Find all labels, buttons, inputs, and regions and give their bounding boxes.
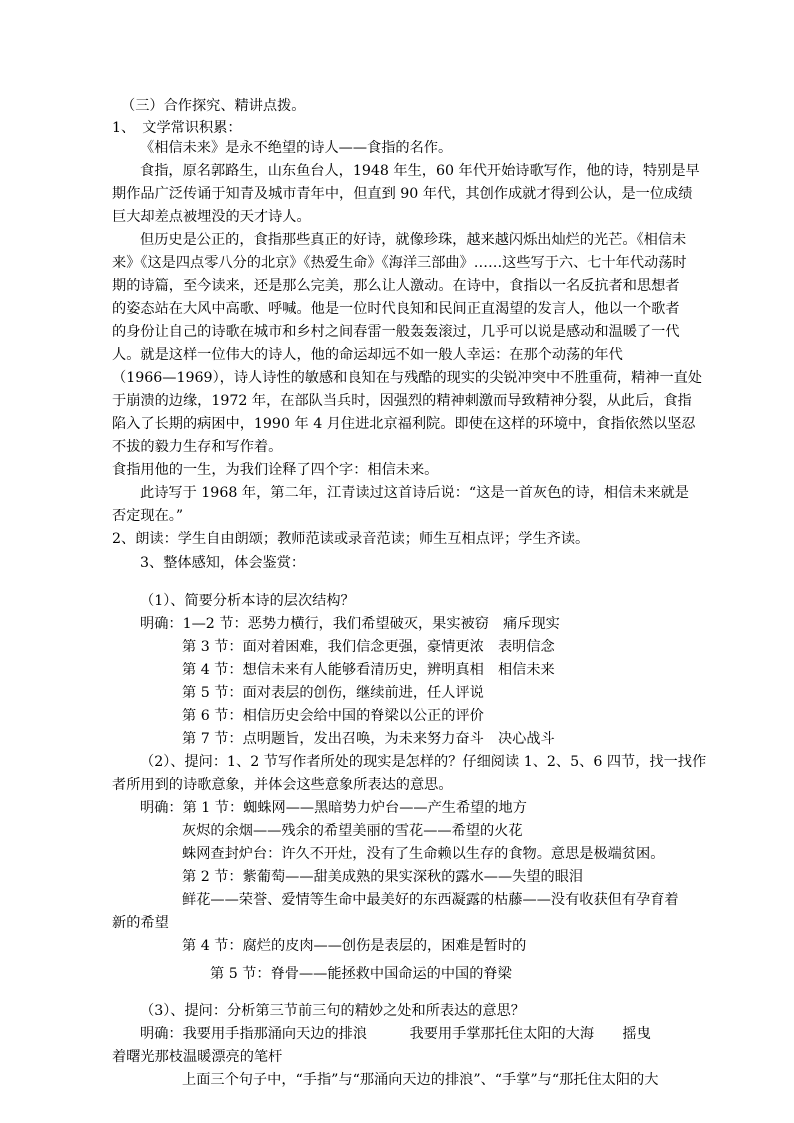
paragraph-line: 上面三个句子中，“手指”与“那涌向天边的排浪”、“手掌”与“那托住太阳的大 xyxy=(182,1072,659,1088)
question-2-cont: 者所用到的诗歌意象，并体会这些意象所表达的意思。 xyxy=(112,777,453,793)
answer-line: 新的希望 xyxy=(112,915,169,931)
paragraph-line: 否定现在。” xyxy=(112,508,184,524)
answer-line: 明确：第 1 节：蜘蛛网——黑暗势力炉台——产生希望的地方 xyxy=(140,800,527,816)
paragraph-line: 陷入了长期的病困中，1990 年 4 月住进北京福利院。即使在这样的环境中，食指依然以坚忍 xyxy=(112,416,696,432)
paragraph-line: 食指，原名郭路生，山东鱼台人，1948 年生，60 年代开始诗歌写作，他的诗，特别是早 xyxy=(140,163,700,179)
paragraph-line: 但历史是公正的，食指那些真正的好诗，就像珍珠，越来越闪烁出灿烂的光芒。《相信未 xyxy=(140,232,687,248)
answer-line: 灰烬的余烟——残余的希望美丽的雪花——希望的火花 xyxy=(182,823,523,839)
paragraph-line: 期作品广泛传诵于知青及城市青年中，但直到 90 年代，其创作成就才得到公认，是一位成绩 xyxy=(112,186,693,202)
paragraph-line: （1966—1969），诗人诗性的敏感和良知在与残酷的现实的尖锐冲突中不胜重荷，精神一直处 xyxy=(112,370,703,386)
answer-line: 明确：我要用手指那涌向天边的排浪 我要用手掌那托住太阳的大海 摇曳 xyxy=(140,1026,651,1042)
question-2: （2）、提问：1、2 节写作者所处的现实是怎样的？仔细阅读 1、2、5、6 四节，找一找作 xyxy=(140,754,707,770)
paragraph-line: 不拔的毅力生存和写作着。 xyxy=(112,439,283,455)
answer-line: 蛛网查封炉台：许久不开灶，没有了生命赖以生存的食物。意思是极端贫困。 xyxy=(182,846,665,862)
paragraph-line: 食指用他的一生，为我们诠释了四个字：相信未来。 xyxy=(112,462,439,478)
answer-line: 第 5 节：脊骨——能拯救中国命运的中国的脊梁 xyxy=(210,966,512,982)
reading-instructions: 2、朗读：学生自由朗颂；教师范读或录音范读；师生互相点评；学生齐读。 xyxy=(112,531,590,547)
paragraph-line: 期的诗篇，至今读来，还是那么完美，那么让人激动。在诗中，食指以一名反抗者和思想者 xyxy=(112,278,680,294)
paragraph-line: 来》《这是四点零八分的北京》《热爱生命》《海洋三部曲》……这些写于六、七十年代动荡时 xyxy=(112,255,687,271)
answer-line: 明确：1—2 节：恶势力横行，我们希望破灭，果实被窃 痛斥现实 xyxy=(140,616,560,632)
answer-line: 第 7 节：点明题旨，发出召唤，为未来努力奋斗 决心战斗 xyxy=(182,731,555,747)
paragraph-line: 巨大却差点被埋没的天才诗人。 xyxy=(112,209,311,225)
paragraph-line: 的姿态站在大风中高歌、呼喊。他是一位时代良知和民间正直渴望的发言人，他以一个歌者 xyxy=(112,301,680,317)
paragraph-line: 人。就是这样一位伟大的诗人，他的命运却远不如一般人幸运：在那个动荡的年代 xyxy=(112,347,623,363)
answer-line: 第 6 节：相信历史会给中国的脊梁以公正的评价 xyxy=(182,708,484,724)
paragraph-line: 《相信未来》是永不绝望的诗人——食指的名作。 xyxy=(140,140,453,156)
answer-line: 第 3 节：面对着困难，我们信念更强，豪情更浓 表明信念 xyxy=(182,639,555,655)
question-1: （1）、简要分析本诗的层次结构？ xyxy=(140,593,355,609)
subheading-appreciation: 3、整体感知，体会鉴赏： xyxy=(140,555,306,571)
paragraph-line: 此诗写于 1968 年，第二年，江青读过这首诗后说：“这是一首灰色的诗，相信未来就是 xyxy=(140,485,689,501)
answer-line: 着曙光那枝温暖漂亮的笔杆 xyxy=(112,1049,283,1065)
question-3: （3）、提问：分析第三节前三句的精妙之处和所表达的意思？ xyxy=(140,1003,525,1019)
answer-line: 第 2 节：紫葡萄——甜美成熟的果实深秋的露水——失望的眼泪 xyxy=(182,869,584,885)
paragraph-line: 的身份让自己的诗歌在城市和乡村之间春雷一般轰轰滚过，几乎可以说是感动和温暖了一代 xyxy=(112,324,680,340)
answer-line: 第 4 节：想信未来有人能够看清历史，辨明真相 相信未来 xyxy=(182,662,555,678)
answer-line: 鲜花——荣誉、爱情等生命中最美好的东西凝露的枯藤——没有收获但有孕育着 xyxy=(182,892,679,908)
section-heading: （三）合作探究、精讲点拨。 xyxy=(121,98,306,114)
answer-line: 第 5 节：面对表层的创伤，继续前进，任人评说 xyxy=(182,685,484,701)
answer-line: 第 4 节：腐烂的皮肉——创伤是表层的，困难是暂时的 xyxy=(182,938,527,954)
subheading-literature: 1、 文学常识积累： xyxy=(112,120,242,136)
paragraph-line: 于崩溃的边缘，1972 年，在部队当兵时，因强烈的精神刺激而导致精神分裂，从此后，食指 xyxy=(112,393,692,409)
